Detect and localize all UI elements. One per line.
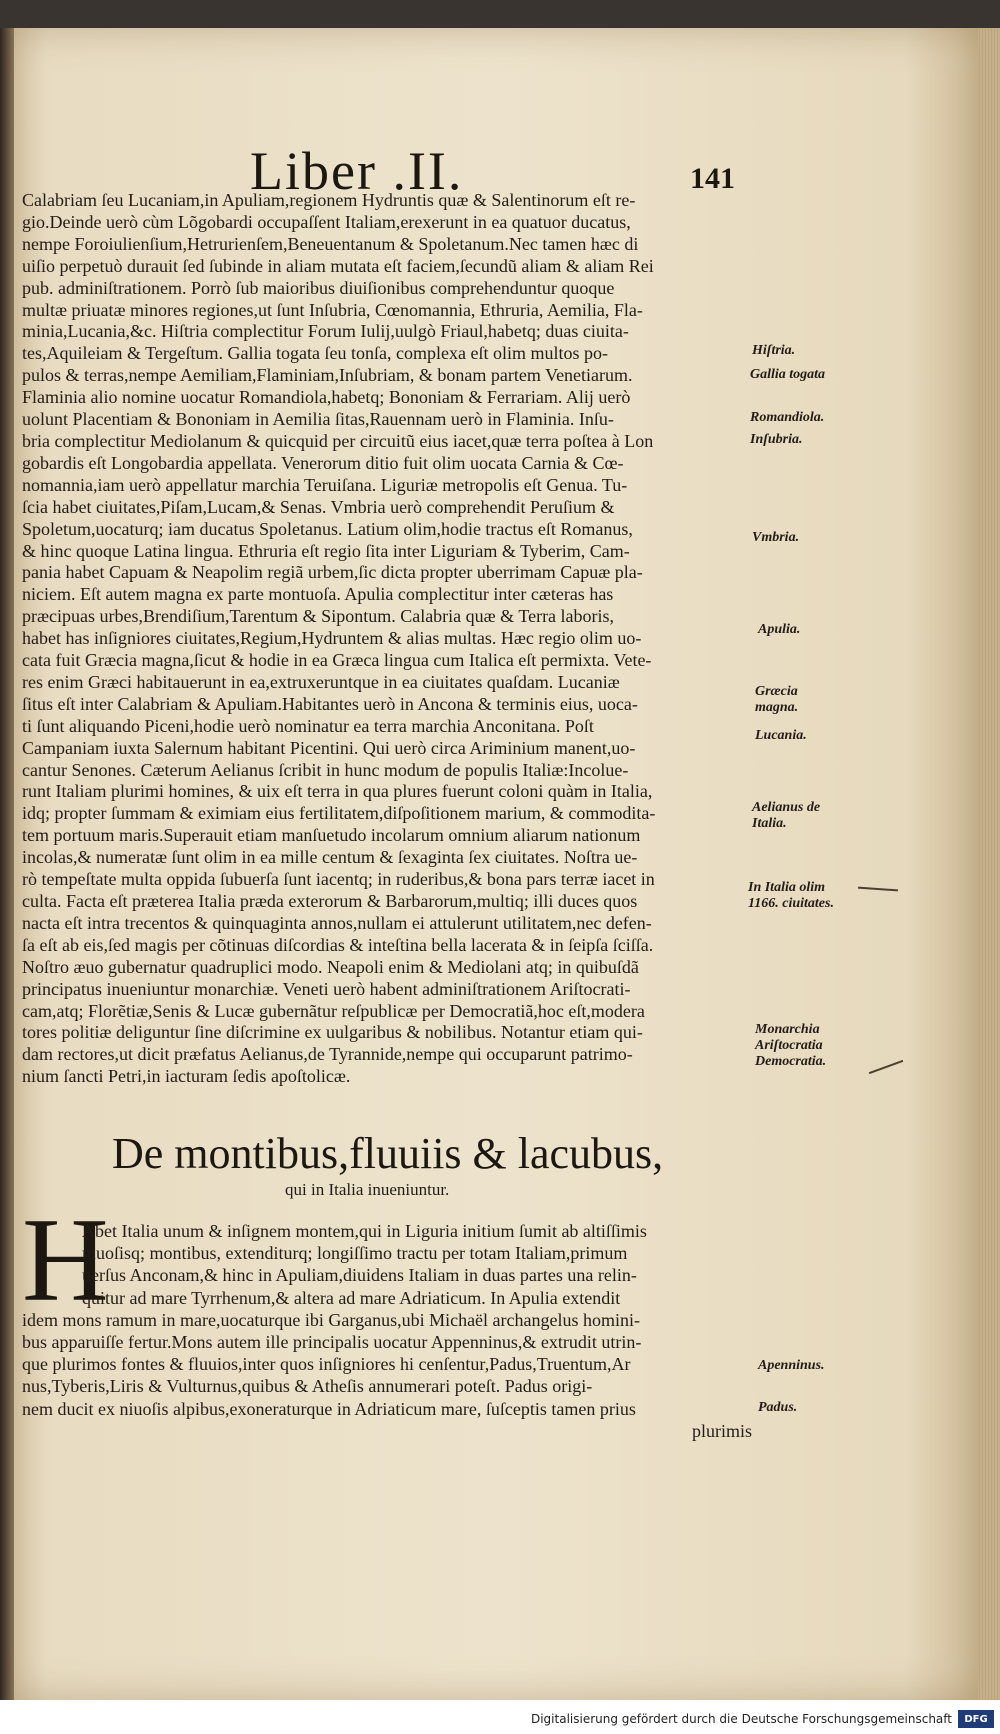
- text-line: gobardis eſt Longobardia appellata. Venerorum ditio fuit olim uocata Carnia & Cœ-: [22, 452, 624, 473]
- text-line: res enim Græci habitauerunt in ea,extruxeruntque in ea ciuitates quaſdam. Lucaniæ: [22, 671, 620, 692]
- text-line: Calabriam ſeu Lucaniam,in Apuliam,regionem Hydruntis quæ & Salentinorum eſt re-: [22, 190, 636, 210]
- text-line: nacta eſt intra trecentos & quinquaginta annos,nullam ei attulerunt utilitatem,nec defen-: [22, 912, 652, 933]
- text-line: idq; propter ſummam & eximiam eius fertilitatem,diſpoſitionem marium, & commodita-: [22, 803, 656, 824]
- folio-number: 141: [690, 162, 735, 195]
- text-line: præcipuas urbes,Brendiſium,Tarentum & Sipontum. Calabria quæ & Terra laboris,: [22, 606, 615, 627]
- text-line: bria complectitur Mediolanum & quicquid per circuitũ eius iacet,quæ terra poſtea à Lon: [22, 430, 654, 451]
- text-line: pania habet Capuam & Neapolim regiã urbem,ſic dicta propter uberrimam Capuæ pla-: [22, 562, 643, 583]
- text-line: runt Italiam plurimi homines, & uix eſt terra in qua plures fuerunt coloni quàm in Italia,: [22, 781, 653, 802]
- text-line: idem mons ramum in mare,uocaturque ibi Garganus,ubi Michaël archangelus homini-: [22, 1309, 641, 1330]
- text-line: cantur Senones. Cæterum Aelianus ſcribit in hunc modum de populis Italiæ:Incolue-: [22, 759, 629, 780]
- text-line: habet has inſigniores ciuitates,Regium,Hydruntem & alias multas. Hæc regio olim uo-: [22, 628, 642, 649]
- page-edge: [978, 28, 1000, 1700]
- text-line: niuoſisq; montibus, extenditurq; longiſſimo tractu per totam Italiam,primum: [82, 1243, 628, 1264]
- binding-gutter: [0, 28, 14, 1700]
- marginal-note: Apulia.: [758, 622, 801, 637]
- text-line: nem ducit ex niuoſis alpibus,exoneraturque in Adriaticum mare, ſuſceptis tamen prius: [22, 1398, 636, 1419]
- marginal-note: Hiſtria.: [752, 343, 796, 358]
- marginal-note: Græcia magna.: [755, 684, 799, 715]
- text-line: cam,atq; Florẽtiæ,Senis & Lucæ gubernãtur reſpublicæ per Democratiã,hoc eſt,modera: [22, 1000, 645, 1021]
- text-line: niciem. Eſt autem magna ex parte montuoſa. Apulia complectitur inter cæteras has: [22, 584, 614, 605]
- text-line: plurimis: [691, 1420, 752, 1441]
- text-line: uerſus Anconam,& hinc in Apuliam,diuidens Italiam in duas partes una relin-: [82, 1265, 637, 1286]
- text-line: que plurimos fontes & fluuios,inter quos inſigniores hi cenſentur,Padus,Truentum,Ar: [22, 1354, 631, 1375]
- text-line: pub. adminiſtrationem. Porrò ſub maioribus diuiſionibus comprehenduntur quoque: [22, 277, 615, 298]
- footer-bar: [0, 1700, 1000, 1734]
- marginal-note: Aelianus de Italia.: [752, 800, 821, 831]
- text-line: dam rectores,ut dicit præfatus Aelianus,de Tyrannide,nempe qui occuparunt patrimo-: [22, 1044, 633, 1065]
- marginal-note: In Italia olim 1166. ciuitates.: [748, 880, 834, 911]
- section-text-block: [22, 1220, 752, 1442]
- text-line: culta. Facta eſt præterea Italia præda exterorum & Barbarorum,multiq; illi duces quos: [22, 891, 638, 911]
- text-line: tem portuum maris.Superauit etiam manſuetudo incolarum omnium aliarum nationum: [22, 825, 641, 846]
- text-line: ti ſunt aliquando Piceni,hodie uerò nominatur ea terra marchia Anconitana. Poſt: [22, 715, 594, 736]
- dfg-logo: DFG: [958, 1710, 994, 1728]
- text-line: tores politiæ deliguntur ſine diſcrimine ex uulgaribus & nobilibus. Notantur etiam qui-: [22, 1022, 643, 1043]
- text-line: Abet Italia unum & inſignem montem,qui in Liguria initium ſumit ab altiſſimis: [82, 1221, 647, 1241]
- text-line: uolunt Placentiam & Bononiam in Aemilia ſitas,Rauennam uerò in Flaminia. Inſu-: [22, 409, 614, 430]
- marginal-note: Vmbria.: [752, 530, 800, 545]
- text-line: rò tempeſtate multa oppida ſubuerſa ſunt iacentq; in ruderibus,& bona pars terræ iacet in: [22, 869, 655, 890]
- text-line: nempe Foroiulienſium,Hetrurienſem,Beneuentanum & Spoletanum.Nec tamen hæc di: [22, 233, 639, 254]
- text-line: nomannia,iam uerò appellatur marchia Teruiſana. Liguriæ metropolis eſt Genua. Tu-: [22, 474, 628, 495]
- marginal-note: Inſubria.: [750, 432, 803, 447]
- text-line: ſitus eſt inter Calabriam & Apuliam.Habitantes uerò in Ancona & terminis eius, uoca-: [22, 693, 638, 714]
- text-line: minia,Lucania,&c. Hiſtria complectitur Forum Iulij,uulgò Friaul,habetq; duas ciuita-: [22, 321, 629, 342]
- marginal-note: Apenninus.: [758, 1358, 825, 1373]
- marginal-note: Padus.: [758, 1400, 798, 1415]
- text-line: multæ priuatæ minores regiones,ut ſunt Inſubria, Cœnomannia, Ethruria, Aemilia, Fla-: [22, 299, 643, 320]
- text-line: Spoletum,uocaturq; iam ducatus Spoletanus. Latium olim,hodie tractus eſt Romanus,: [22, 518, 633, 539]
- text-line: quitur ad mare Tyrrhenum,& altera ad mare Adriaticum. In Apulia extendit: [82, 1287, 621, 1308]
- drop-capital: H: [22, 1193, 109, 1326]
- section-subtitle: qui in Italia inueniuntur.: [285, 1180, 450, 1199]
- text-line: nium ſancti Petri,in iacturam ſedis apoſtolicæ.: [22, 1066, 351, 1087]
- text-line: ſa eſt ab eis,ſed magis per cõtinuas diſcordias & inteſtina bella lacerata & in ſeipſa ſciſſa.: [22, 934, 654, 955]
- main-text-block: [22, 190, 752, 1088]
- text-line: ſcia habet ciuitates,Piſam,Lucam,& Senas. Vmbria uerò comprehendit Peruſium &: [22, 496, 615, 517]
- footer-credit: Digitalisierung gefördert durch die Deutsche Forschungsgemeinschaft: [530, 1712, 952, 1726]
- text-line: uiſio perpetuò durauit ſed ſubinde in aliam mutata eſt faciem,ſecundũ aliam & aliam Rei: [22, 255, 654, 276]
- marginal-note: Romandiola.: [750, 410, 825, 425]
- text-line: & hinc quoque Latina lingua. Ethruria eſt regio ſita inter Liguriam & Tyberim, Cam-: [22, 540, 630, 561]
- running-head: Liber .II.: [250, 141, 464, 201]
- section-heading: De montibus,fluuiis & lacubus,: [112, 1129, 664, 1178]
- text-line: principatus inueniuntur monarchiæ. Veneti uerò habent adminiſtrationem Ariſtocrati-: [22, 978, 631, 999]
- marginal-note: Monarchia Ariſtocratia Democratia.: [755, 1022, 827, 1069]
- text-line: gio.Deinde uerò cùm Lõgobardi occupaſſent Italiam,erexerunt in ea quatuor ducatus,: [22, 211, 631, 232]
- marginal-note: Lucania.: [755, 728, 807, 743]
- text-line: Flaminia alio nomine uocatur Romandiola,habetq; Bononiam & Ferrariam. Alij uerò: [22, 387, 631, 408]
- text-line: Noſtro æuo gubernatur quadruplici modo. Neapoli enim & Mediolani atq; in quibuſdã: [22, 956, 639, 977]
- text-line: pulos & terras,nempe Aemiliam,Flaminiam,Inſubriam, & bonam partem Venetiarum.: [22, 365, 633, 386]
- marginal-note: Gallia togata: [750, 367, 826, 382]
- text-line: cata fuit Græcia magna,ſicut & hodie in ea Græca lingua cum Italica eſt permixta. Vete-: [22, 650, 652, 671]
- text-line: tes,Aquileiam & Tergeſtum. Gallia togata ſeu tonſa, complexa eſt olim multos po-: [22, 343, 608, 364]
- text-line: Campaniam iuxta Salernum habitant Picentini. Qui uerò circa Ariminium manent,uo-: [22, 737, 636, 758]
- text-line: incolas,& numeratæ ſunt olim in ea mille centum & ſexaginta ſex ciuitates. Noſtra ue-: [22, 847, 638, 868]
- text-line: nus,Tyberis,Liris & Vulturnus,quibus & Atheſis annumerari poteſt. Padus origi-: [22, 1376, 593, 1397]
- text-line: bus apparuiſſe fertur.Mons autem ille principalis uocatur Appenninus,& extrudit utrin-: [22, 1332, 642, 1353]
